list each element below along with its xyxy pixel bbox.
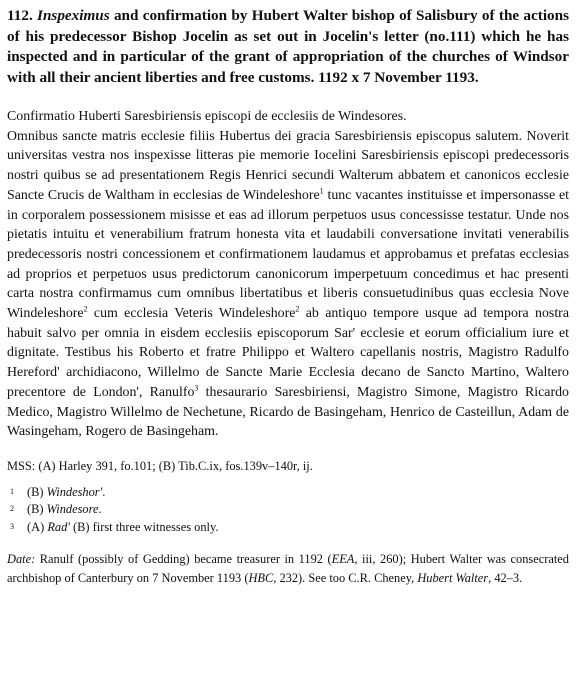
footnotes [7,484,569,537]
date-note: Date: Ranulf (possibly of Gedding) became treasurer in 1192 (EEA, iii, 260); Hubert Walter was consecrated archbishop of Canterbury on 7 November 1193 (HBC, 232). See too C.R. Cheney, Hubert Walter, 42–3. [7,552,569,585]
footnote-text: (B) Windeshor'. [27,484,106,499]
rubric: Confirmatio Huberti Saresbiriensis episcopi de ecclesiis de Windesores. [7,109,407,124]
footnote-ref-2: 2 [83,304,88,314]
entry-title-italic: Inspeximus [37,7,110,24]
entry-heading [7,6,569,88]
date-label: Date: [7,552,36,567]
citation-book: Hubert Walter [417,570,489,585]
entry-number: 112. [7,7,33,24]
charter-text-part: tunc vacantes instituisse et impersonasse et in corporalem possessionem misisse et eas ad illorum perpetuos usus concessisse testatur. Unde nos pietatis intuitu et venerabilium fratrum honesta vita et laudabili conversatione invitati venerabilis predecessoris nostri concessionem et confirmationem laudamus et approbamus et prefatas ecclesias ad proprios et perpetuos usus predictorum canonicorum imperpetuum concedimus et hac presenti carta nostra confirmamus cum omnibus libertatibus et liberis consuetudinibus quas ecclesia Nove Windeleshore [7,187,570,322]
footnote-number: 1 [10,486,14,496]
citation-hbc: HBC [248,570,274,585]
footnote [7,519,569,537]
footnote-text: (A) Rad' (B) first three witnesses only. [27,519,219,534]
charter-text-part: thesaurario Saresbiriensi, Magistro Simone, Magistro Ricardo Medico, Magistro Willelmo de Nechetune, Ricardo de Basingeham, Henrico de Casteillun, Adam de Wasingeham, Rogero de Basingeham. [7,384,569,440]
footnote-ref-3: 3 [194,383,199,393]
charter-text-part: Omnibus sancte matris ecclesie filiis Hubertus dei gracia Saresbiriensis episcopus salutem. Noverit universitas vestra nos inspexisse litteras pie memorie Iocelini Saresbiriensis episcopi predecessoris nostri quibus se ad presentationem Regis Henrici secundi Walterum abbatem et canonicos ecclesie Sancte Crucis de Waltham in ecclesias de Windeleshore [7,128,569,203]
manuscript-sources: MSS: (A) Harley 391, fo.101; (B) Tib.C.ix, fos.139v–140r, ij. [7,458,313,473]
charter-text-part: cum ecclesia Veteris Windeleshore [87,306,296,322]
charter-body [7,127,569,442]
citation-eea: EEA [331,552,355,567]
footnote-number: 2 [10,504,14,514]
charter-text-part: ab antiquo tempore usque ad tempora nostra habuit salvo per omnia in eisdem ecclesiis episcoporum Sar' ecclesie et eorum officialium iure et dignitate. Testibus his Roberto et fratre Philippo et Waltero capellanis nostris, Magistro Radulfo Hereford' archidiacono, Willelmo de Sancte Marie Ecclesia decano de Sancto Martino, Waltero precentore de London', Ranulfo [7,306,569,400]
entry-title: and confirmation by Hubert Walter bishop of Salisbury of the actions of his predecessor Bishop Jocelin as set out in Jocelin's letter (no.111) which he has inspected and in particular of the grant of appropriation of the churches of Windsor with all their ancient liberties and free customs. 1192 x 7 November 1193. [7,7,569,86]
document-page [7,6,569,587]
footnote-number: 3 [10,521,14,531]
charter-text [7,107,569,442]
footnote-text: (B) Windesore. [27,502,102,517]
footnote [7,484,569,502]
footnote-ref-1: 1 [319,186,324,196]
footnote-ref-2: 2 [295,304,300,314]
footnote [7,501,569,519]
